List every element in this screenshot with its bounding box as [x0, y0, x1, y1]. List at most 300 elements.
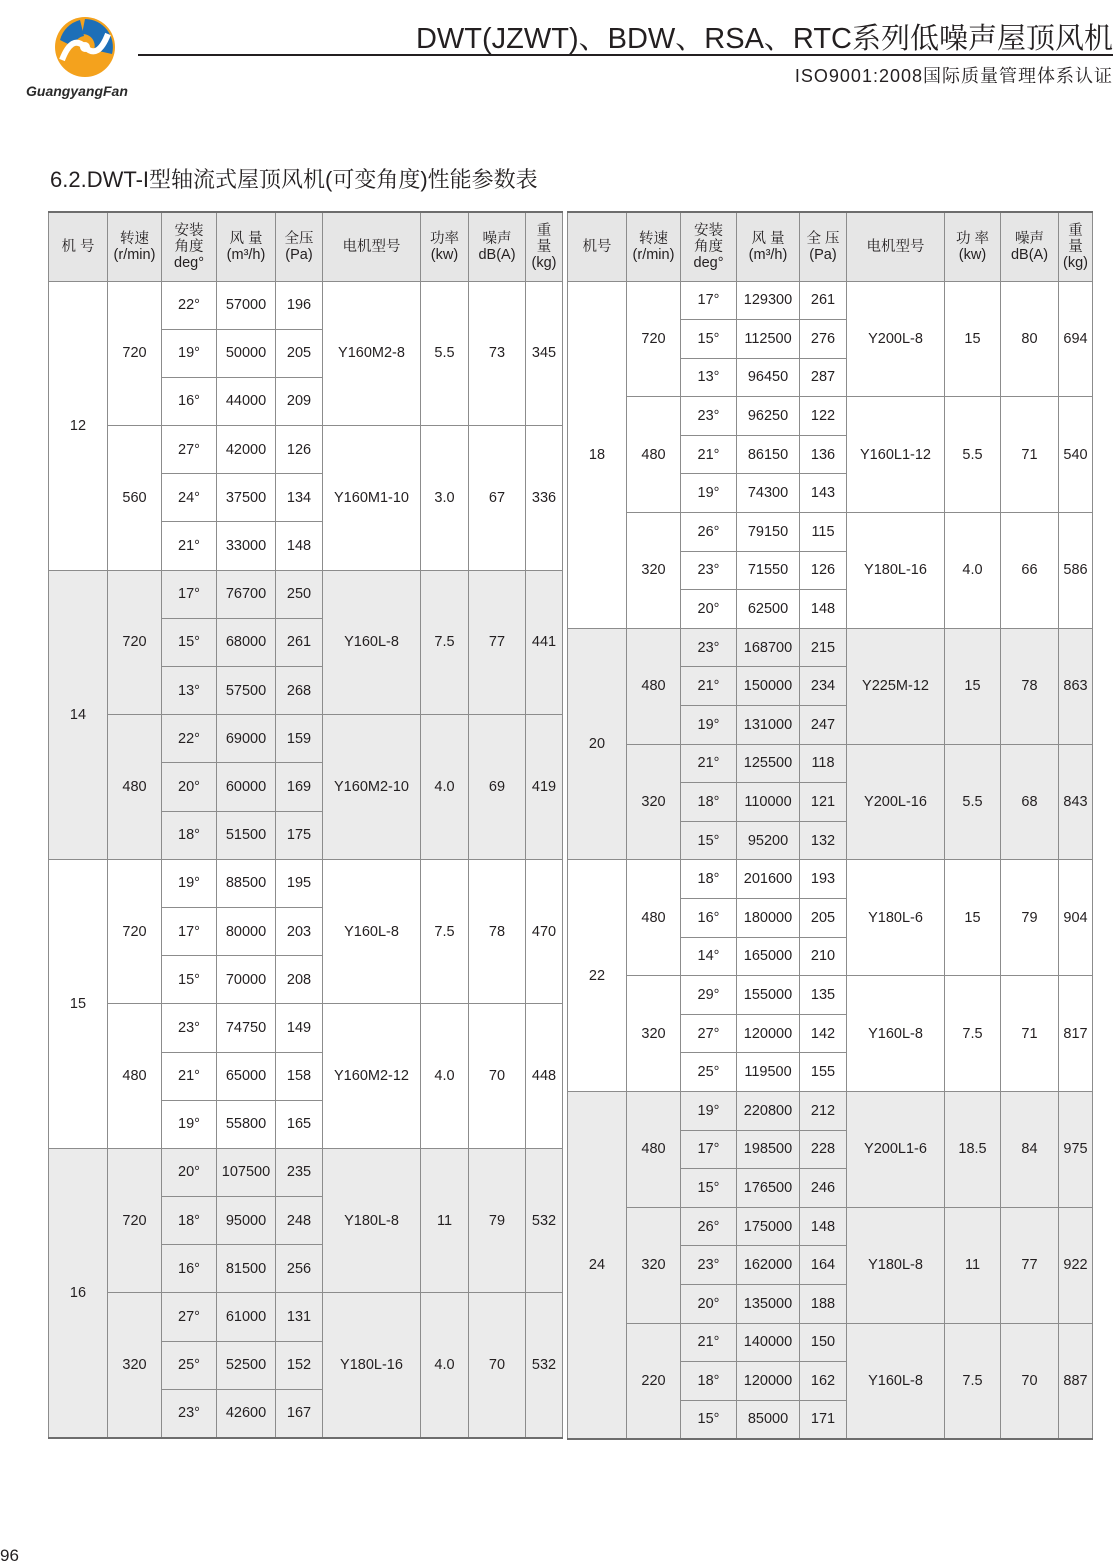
pressure-cell: 205 — [800, 899, 847, 938]
table-row — [568, 281, 1093, 320]
angle-cell: 27° — [162, 1293, 217, 1341]
airflow-cell: 57500 — [217, 667, 276, 715]
header-text: (kw) — [958, 246, 987, 263]
table-row — [568, 744, 1093, 783]
angle-cell: 20° — [681, 590, 737, 629]
pressure-cell: 250 — [276, 570, 323, 618]
angle-cell: 19° — [162, 859, 217, 907]
weight-cell: 586 — [1059, 513, 1093, 629]
pressure-cell: 248 — [276, 1197, 323, 1245]
header-text: (kg) — [1063, 254, 1088, 271]
header-pressure — [800, 212, 847, 281]
airflow-cell: 180000 — [737, 899, 800, 938]
pressure-cell: 148 — [800, 1207, 847, 1246]
airflow-cell: 201600 — [737, 860, 800, 899]
pressure-cell: 169 — [276, 763, 323, 811]
pressure-cell: 196 — [276, 281, 323, 329]
pressure-cell: 131 — [276, 1293, 323, 1341]
motor-cell: Y160L-8 — [847, 1323, 945, 1439]
speed-cell: 220 — [627, 1323, 681, 1439]
angle-cell: 26° — [681, 513, 737, 552]
pressure-cell: 210 — [800, 937, 847, 976]
header-text: 角度 — [174, 238, 204, 255]
airflow-cell: 69000 — [217, 715, 276, 763]
airflow-cell: 37500 — [217, 474, 276, 522]
header-text: 噪声 — [482, 230, 512, 247]
document-title: DWT(JZWT)、BDW、RSA、RTC系列低噪声屋顶风机 — [415, 23, 1113, 55]
angle-cell: 16° — [162, 1245, 217, 1293]
noise-cell: 78 — [1001, 628, 1059, 744]
airflow-cell: 33000 — [217, 522, 276, 570]
power-cell: 7.5 — [945, 1323, 1001, 1439]
airflow-cell: 129300 — [737, 281, 800, 320]
performance-table-right — [567, 211, 1093, 1440]
angle-cell: 23° — [681, 551, 737, 590]
angle-cell: 21° — [681, 744, 737, 783]
angle-cell: 21° — [681, 667, 737, 706]
motor-cell: Y200L-8 — [847, 281, 945, 397]
airflow-cell: 62500 — [737, 590, 800, 629]
pressure-cell: 122 — [800, 397, 847, 436]
power-cell: 7.5 — [421, 570, 469, 715]
noise-cell: 79 — [469, 1148, 526, 1293]
table-row — [568, 397, 1093, 436]
table-row — [49, 859, 563, 907]
pressure-cell: 188 — [800, 1284, 847, 1323]
airflow-cell: 71550 — [737, 551, 800, 590]
pressure-cell: 261 — [800, 281, 847, 320]
weight-cell: 843 — [1059, 744, 1093, 860]
header-text: 风 量 — [229, 230, 263, 247]
header-angle — [162, 212, 217, 281]
noise-cell: 77 — [469, 570, 526, 715]
header-text: (m³/h) — [226, 246, 266, 263]
performance-table-left — [48, 211, 563, 1439]
fan-number-cell: 16 — [49, 1148, 108, 1437]
header-weight — [526, 212, 563, 281]
header-power — [945, 212, 1001, 281]
header-text: 风 量 — [751, 230, 785, 247]
fan-model-block — [49, 570, 563, 859]
pressure-cell: 121 — [800, 783, 847, 822]
motor-cell: Y160L1-12 — [847, 397, 945, 513]
header-fan-no — [568, 212, 627, 281]
noise-cell: 70 — [469, 1293, 526, 1438]
header-text: 功 率 — [955, 230, 990, 247]
fan-model-block — [568, 281, 1093, 628]
header-weight — [1059, 212, 1093, 281]
header-fan-no — [49, 212, 108, 281]
fan-model-block — [568, 860, 1093, 1092]
noise-cell: 77 — [1001, 1207, 1059, 1323]
airflow-cell: 88500 — [217, 859, 276, 907]
fan-number-cell: 20 — [568, 628, 627, 860]
header-noise — [469, 212, 526, 281]
angle-cell: 18° — [162, 1197, 217, 1245]
speed-cell: 320 — [108, 1293, 162, 1438]
pressure-cell: 195 — [276, 859, 323, 907]
airflow-cell: 74750 — [217, 1004, 276, 1052]
speed-cell: 480 — [627, 860, 681, 976]
weight-cell: 863 — [1059, 628, 1093, 744]
header-text: 噪声 — [1015, 230, 1044, 247]
airflow-cell: 150000 — [737, 667, 800, 706]
motor-cell: Y160L-8 — [323, 859, 421, 1004]
pressure-cell: 171 — [800, 1400, 847, 1439]
angle-cell: 19° — [681, 474, 737, 513]
pressure-cell: 256 — [276, 1245, 323, 1293]
angle-cell: 15° — [681, 1400, 737, 1439]
logo-text: GuangyangFan — [26, 83, 128, 99]
pressure-cell: 212 — [800, 1091, 847, 1130]
header-power — [421, 212, 469, 281]
pressure-cell: 276 — [800, 320, 847, 359]
speed-cell: 320 — [627, 513, 681, 629]
pressure-cell: 247 — [800, 706, 847, 745]
motor-cell: Y160L-8 — [323, 570, 421, 715]
fan-model-block — [568, 1091, 1093, 1438]
speed-cell: 480 — [108, 1004, 162, 1149]
pressure-cell: 118 — [800, 744, 847, 783]
header-angle — [681, 212, 737, 281]
weight-cell: 540 — [1059, 397, 1093, 513]
airflow-cell: 155000 — [737, 976, 800, 1015]
airflow-cell: 57000 — [217, 281, 276, 329]
header-text: (m³/h) — [748, 246, 788, 263]
fan-model-block — [49, 859, 563, 1148]
fan-number-cell: 12 — [49, 281, 108, 570]
motor-cell: Y200L-16 — [847, 744, 945, 860]
airflow-cell: 110000 — [737, 783, 800, 822]
pressure-cell: 142 — [800, 1014, 847, 1053]
power-cell: 4.0 — [945, 513, 1001, 629]
fan-model-block — [568, 628, 1093, 860]
pressure-cell: 135 — [800, 976, 847, 1015]
pressure-cell: 155 — [800, 1053, 847, 1092]
speed-cell: 480 — [108, 715, 162, 860]
pressure-cell: 287 — [800, 358, 847, 397]
weight-cell: 904 — [1059, 860, 1093, 976]
header-text: 机号 — [582, 238, 612, 255]
airflow-cell: 125500 — [737, 744, 800, 783]
table-row — [49, 570, 563, 618]
airflow-cell: 42000 — [217, 426, 276, 474]
motor-cell: Y160M2-8 — [323, 281, 421, 426]
speed-cell: 480 — [627, 397, 681, 513]
angle-cell: 15° — [681, 1169, 737, 1208]
airflow-cell: 120000 — [737, 1362, 800, 1401]
header-text: (r/min) — [632, 246, 675, 263]
power-cell: 3.0 — [421, 426, 469, 571]
airflow-cell: 65000 — [217, 1052, 276, 1100]
airflow-cell: 96450 — [737, 358, 800, 397]
header-text: 角度 — [694, 238, 723, 255]
header-divider — [138, 54, 1113, 56]
weight-cell: 345 — [526, 281, 563, 426]
header-text: 量 — [1068, 238, 1083, 255]
header-airflow — [737, 212, 800, 281]
noise-cell: 84 — [1001, 1091, 1059, 1207]
certification-subtitle: ISO9001:2008国际质量管理体系认证 — [794, 66, 1113, 86]
weight-cell: 694 — [1059, 281, 1093, 397]
weight-cell: 975 — [1059, 1091, 1093, 1207]
airflow-cell: 198500 — [737, 1130, 800, 1169]
airflow-cell: 55800 — [217, 1100, 276, 1148]
header-text: 全压 — [284, 230, 314, 247]
power-cell: 18.5 — [945, 1091, 1001, 1207]
airflow-cell: 135000 — [737, 1284, 800, 1323]
angle-cell: 21° — [162, 522, 217, 570]
angle-cell: 15° — [162, 956, 217, 1004]
airflow-cell: 96250 — [737, 397, 800, 436]
airflow-cell: 70000 — [217, 956, 276, 1004]
airflow-cell: 81500 — [217, 1245, 276, 1293]
motor-cell: Y160L-8 — [847, 976, 945, 1092]
pressure-cell: 205 — [276, 329, 323, 377]
airflow-cell: 95000 — [217, 1197, 276, 1245]
table-row — [568, 1207, 1093, 1246]
pressure-cell: 268 — [276, 667, 323, 715]
airflow-cell: 79150 — [737, 513, 800, 552]
speed-cell: 320 — [627, 744, 681, 860]
angle-cell: 23° — [681, 1246, 737, 1285]
airflow-cell: 44000 — [217, 377, 276, 425]
header-airflow — [217, 212, 276, 281]
noise-cell: 69 — [469, 715, 526, 860]
angle-cell: 23° — [681, 397, 737, 436]
angle-cell: 19° — [681, 1091, 737, 1130]
speed-cell: 480 — [627, 1091, 681, 1207]
noise-cell: 70 — [1001, 1323, 1059, 1439]
angle-cell: 15° — [681, 821, 737, 860]
header-text: 安装 — [174, 222, 204, 239]
speed-cell: 720 — [108, 281, 162, 426]
angle-cell: 21° — [681, 1323, 737, 1362]
header-text: (kg) — [531, 254, 557, 271]
pressure-cell: 132 — [800, 821, 847, 860]
angle-cell: 13° — [162, 667, 217, 715]
header-motor — [847, 212, 945, 281]
table-row — [49, 1293, 563, 1341]
angle-cell: 19° — [681, 706, 737, 745]
header-text: 转速 — [120, 230, 149, 247]
fan-number-cell: 15 — [49, 859, 108, 1148]
angle-cell: 16° — [681, 899, 737, 938]
airflow-cell: 107500 — [217, 1148, 276, 1196]
table-row — [49, 1148, 563, 1196]
speed-cell: 320 — [627, 976, 681, 1092]
power-cell: 7.5 — [945, 976, 1001, 1092]
pressure-cell: 150 — [800, 1323, 847, 1362]
fan-number-cell: 24 — [568, 1091, 627, 1438]
angle-cell: 25° — [681, 1053, 737, 1092]
power-cell: 5.5 — [945, 744, 1001, 860]
header-text: dB(A) — [478, 246, 516, 263]
pressure-cell: 143 — [800, 474, 847, 513]
airflow-cell: 131000 — [737, 706, 800, 745]
noise-cell: 68 — [1001, 744, 1059, 860]
power-cell: 7.5 — [421, 859, 469, 1004]
header-noise — [1001, 212, 1059, 281]
speed-cell: 560 — [108, 426, 162, 571]
weight-cell: 817 — [1059, 976, 1093, 1092]
noise-cell: 67 — [469, 426, 526, 571]
fan-number-cell: 14 — [49, 570, 108, 859]
airflow-cell: 80000 — [217, 907, 276, 955]
noise-cell: 71 — [1001, 397, 1059, 513]
pressure-cell: 165 — [276, 1100, 323, 1148]
airflow-cell: 119500 — [737, 1053, 800, 1092]
angle-cell: 21° — [162, 1052, 217, 1100]
noise-cell: 79 — [1001, 860, 1059, 976]
weight-cell: 532 — [526, 1148, 563, 1293]
header-text: (Pa) — [285, 246, 313, 263]
pressure-cell: 136 — [800, 435, 847, 474]
airflow-cell: 68000 — [217, 618, 276, 666]
power-cell: 11 — [421, 1148, 469, 1293]
header-text: 全 压 — [806, 230, 840, 247]
weight-cell: 922 — [1059, 1207, 1093, 1323]
angle-cell: 19° — [162, 1100, 217, 1148]
header-text: (r/min) — [113, 246, 156, 263]
angle-cell: 22° — [162, 715, 217, 763]
pressure-cell: 215 — [800, 628, 847, 667]
power-cell: 4.0 — [421, 715, 469, 860]
weight-cell: 448 — [526, 1004, 563, 1149]
pressure-cell: 234 — [800, 667, 847, 706]
angle-cell: 21° — [681, 435, 737, 474]
motor-cell: Y180L-8 — [323, 1148, 421, 1293]
motor-cell: Y180L-8 — [847, 1207, 945, 1323]
header-text: 量 — [536, 238, 552, 255]
pressure-cell: 115 — [800, 513, 847, 552]
angle-cell: 17° — [162, 570, 217, 618]
motor-cell: Y160M2-10 — [323, 715, 421, 860]
angle-cell: 27° — [162, 426, 217, 474]
airflow-cell: 85000 — [737, 1400, 800, 1439]
table-row — [568, 1091, 1093, 1130]
table-row — [568, 1323, 1093, 1362]
header-motor — [323, 212, 421, 281]
angle-cell: 23° — [162, 1389, 217, 1437]
table-row — [49, 426, 563, 474]
header-text: (kw) — [430, 246, 459, 263]
angle-cell: 26° — [681, 1207, 737, 1246]
header-text: 转速 — [639, 230, 668, 247]
header-text: 安装 — [694, 222, 723, 239]
angle-cell: 18° — [681, 1362, 737, 1401]
table-header-row — [49, 212, 563, 281]
airflow-cell: 50000 — [217, 329, 276, 377]
angle-cell: 18° — [681, 860, 737, 899]
airflow-cell: 140000 — [737, 1323, 800, 1362]
power-cell: 4.0 — [421, 1293, 469, 1438]
noise-cell: 73 — [469, 281, 526, 426]
noise-cell: 78 — [469, 859, 526, 1004]
angle-cell: 14° — [681, 937, 737, 976]
table-row — [568, 628, 1093, 667]
fan-model-block — [49, 281, 563, 570]
pressure-cell: 246 — [800, 1169, 847, 1208]
table-row — [568, 513, 1093, 552]
airflow-cell: 42600 — [217, 1389, 276, 1437]
angle-cell: 25° — [162, 1341, 217, 1389]
angle-cell: 17° — [681, 281, 737, 320]
header-text: deg° — [174, 254, 204, 271]
noise-cell: 71 — [1001, 976, 1059, 1092]
header-speed — [627, 212, 681, 281]
motor-cell: Y160M2-12 — [323, 1004, 421, 1149]
motor-cell: Y180L-6 — [847, 860, 945, 976]
pressure-cell: 235 — [276, 1148, 323, 1196]
speed-cell: 720 — [108, 570, 162, 715]
power-cell: 5.5 — [945, 397, 1001, 513]
airflow-cell: 162000 — [737, 1246, 800, 1285]
pressure-cell: 159 — [276, 715, 323, 763]
pressure-cell: 193 — [800, 860, 847, 899]
weight-cell: 470 — [526, 859, 563, 1004]
airflow-cell: 95200 — [737, 821, 800, 860]
airflow-cell: 120000 — [737, 1014, 800, 1053]
weight-cell: 419 — [526, 715, 563, 860]
noise-cell: 66 — [1001, 513, 1059, 629]
airflow-cell: 112500 — [737, 320, 800, 359]
pressure-cell: 126 — [800, 551, 847, 590]
angle-cell: 24° — [162, 474, 217, 522]
fan-model-block — [49, 1148, 563, 1437]
pressure-cell: 149 — [276, 1004, 323, 1052]
weight-cell: 887 — [1059, 1323, 1093, 1439]
angle-cell: 20° — [681, 1284, 737, 1323]
power-cell: 15 — [945, 860, 1001, 976]
pressure-cell: 167 — [276, 1389, 323, 1437]
pressure-cell: 203 — [276, 907, 323, 955]
speed-cell: 720 — [108, 1148, 162, 1293]
header-text: 重 — [536, 222, 552, 239]
airflow-cell: 220800 — [737, 1091, 800, 1130]
pressure-cell: 148 — [276, 522, 323, 570]
header-text: 重 — [1068, 222, 1083, 239]
speed-cell: 720 — [108, 859, 162, 1004]
angle-cell: 13° — [681, 358, 737, 397]
motor-cell: Y160M1-10 — [323, 426, 421, 571]
airflow-cell: 61000 — [217, 1293, 276, 1341]
angle-cell: 15° — [681, 320, 737, 359]
header-text: dB(A) — [1010, 246, 1049, 263]
pressure-cell: 158 — [276, 1052, 323, 1100]
motor-cell: Y200L1-6 — [847, 1091, 945, 1207]
weight-cell: 532 — [526, 1293, 563, 1438]
weight-cell: 336 — [526, 426, 563, 571]
speed-cell: 720 — [627, 281, 681, 397]
angle-cell: 20° — [162, 1148, 217, 1196]
header-speed — [108, 212, 162, 281]
speed-cell: 320 — [627, 1207, 681, 1323]
angle-cell: 22° — [162, 281, 217, 329]
pressure-cell: 152 — [276, 1341, 323, 1389]
angle-cell: 19° — [162, 329, 217, 377]
angle-cell: 18° — [162, 811, 217, 859]
table-row — [49, 281, 563, 329]
angle-cell: 23° — [162, 1004, 217, 1052]
angle-cell: 29° — [681, 976, 737, 1015]
airflow-cell: 51500 — [217, 811, 276, 859]
angle-cell: 27° — [681, 1014, 737, 1053]
angle-cell: 20° — [162, 763, 217, 811]
table-row — [568, 860, 1093, 899]
motor-cell: Y225M-12 — [847, 628, 945, 744]
header-text: 机 号 — [61, 238, 95, 255]
